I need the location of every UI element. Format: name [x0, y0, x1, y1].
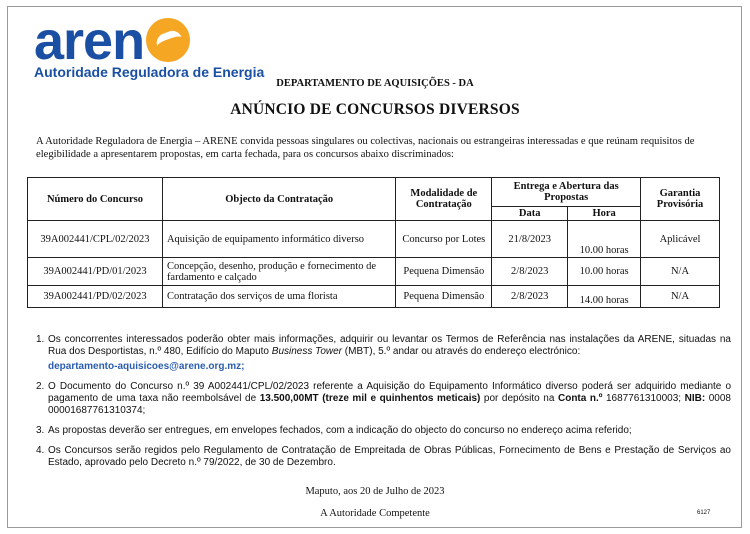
logo-word: aren	[34, 11, 145, 71]
note-text: Os Concursos serão regidos pelo Regulamento de Contratação de Empreitada de Obras Públicas, Fornecimento de Bens e Prestação de Serviços ao Estado, aprovado pelo Decreto n.º 79/2022, de 30 de Dezembro.	[48, 445, 731, 468]
note-number: 3.	[36, 425, 45, 436]
cell-garantia: Aplicável	[641, 221, 720, 258]
intro-paragraph: A Autoridade Reguladora de Energia – ARENE convida pessoas singulares ou colectivas, nacionais ou estrangeiras interessadas e que reúnam requisitos de elegibilidade a apresentarem propostas, em carta fechada, para os concursos abaixo discriminados:	[36, 136, 695, 160]
cell-hora: 14.00 horas	[568, 286, 641, 308]
document-code: 6127	[697, 510, 711, 516]
arene-logo	[34, 11, 265, 80]
department-heading: DEPARTAMENTO DE AQUISIÇÕES - DA	[276, 78, 474, 89]
note-text: O Documento do Concurso n.º 39 A002441/CPL/02/2023 referente a Aquisição do Equipamento Informático diverso poderá ser adquirido mediante o pagamento de uma taxa não reembolsável de 13.500,00MT (treze mil e quinhentos meticais) por depósito na Conta n.º 1687761310003; NIB: 0008 00001687761310374;	[48, 381, 731, 416]
header-numero: Número do Concurso	[28, 178, 163, 221]
cell-garantia: N/A	[641, 258, 720, 286]
note-3	[36, 425, 731, 437]
table-row	[28, 258, 720, 286]
header-hora: Hora	[568, 207, 641, 221]
logo-tagline: Autoridade Reguladora de Energia	[34, 64, 265, 80]
cell-numero: 39A002441/PD/01/2023	[28, 258, 163, 286]
cell-numero: 39A002441/CPL/02/2023	[28, 221, 163, 258]
cell-hora: 10.00 horas	[568, 258, 641, 286]
email-link[interactable]: departamento-aquisicoes@arene.org.mz;	[48, 361, 245, 372]
note-text: As propostas deverão ser entregues, em envelopes fechados, com a indicação do objecto do concurso no endereço acima referido;	[48, 425, 632, 436]
cell-modalidade: Pequena Dimensão	[396, 286, 492, 308]
note-2	[36, 381, 731, 417]
cell-data: 21/8/2023	[492, 221, 568, 258]
note-4	[36, 445, 731, 469]
header-entrega: Entrega e Abertura das Propostas	[492, 178, 641, 207]
cell-objecto: Concepção, desenho, produção e fornecimento de fardamento e calçado	[162, 258, 395, 286]
cell-objecto: Contratação dos serviços de uma florista	[162, 286, 395, 308]
note-number: 4.	[36, 445, 45, 456]
note-number: 1.	[36, 334, 45, 345]
closing-line: Maputo, aos 20 de Julho de 2023	[305, 486, 445, 497]
cell-numero: 39A002441/PD/02/2023	[28, 286, 163, 308]
note-text: Os concorrentes interessados poderão obter mais informações, adquirir ou levantar os Termos de Referência nas instalações da ARENE, situadas na Rua dos Desportistas, n.º 480, Edifício do Maputo Business Tower (MBT), 5.º andar ou através do endereço electrónico: departamento-aquisicoes@arene.org.mz;	[48, 334, 731, 372]
cell-modalidade: Pequena Dimensão	[396, 258, 492, 286]
cell-modalidade: Concurso por Lotes	[396, 221, 492, 258]
table-row	[28, 286, 720, 308]
header-objecto: Objecto da Contratação	[162, 178, 395, 221]
table-row	[28, 221, 720, 258]
note-1	[36, 334, 731, 373]
logo-e-icon	[146, 18, 190, 62]
cell-data: 2/8/2023	[492, 286, 568, 308]
signature-line: A Autoridade Competente	[320, 508, 430, 519]
cell-garantia: N/A	[641, 286, 720, 308]
header-modalidade: Modalidade de Contratação	[396, 178, 492, 221]
header-garantia: Garantia Provisória	[641, 178, 720, 221]
cell-hora: 10.00 horas	[568, 221, 641, 258]
page-title: ANÚNCIO DE CONCURSOS DIVERSOS	[230, 101, 520, 118]
notes-list	[36, 334, 731, 477]
tenders-table	[27, 177, 720, 308]
cell-data: 2/8/2023	[492, 258, 568, 286]
note-number: 2.	[36, 381, 45, 392]
header-data: Data	[492, 207, 568, 221]
cell-objecto: Aquisição de equipamento informático diverso	[162, 221, 395, 258]
